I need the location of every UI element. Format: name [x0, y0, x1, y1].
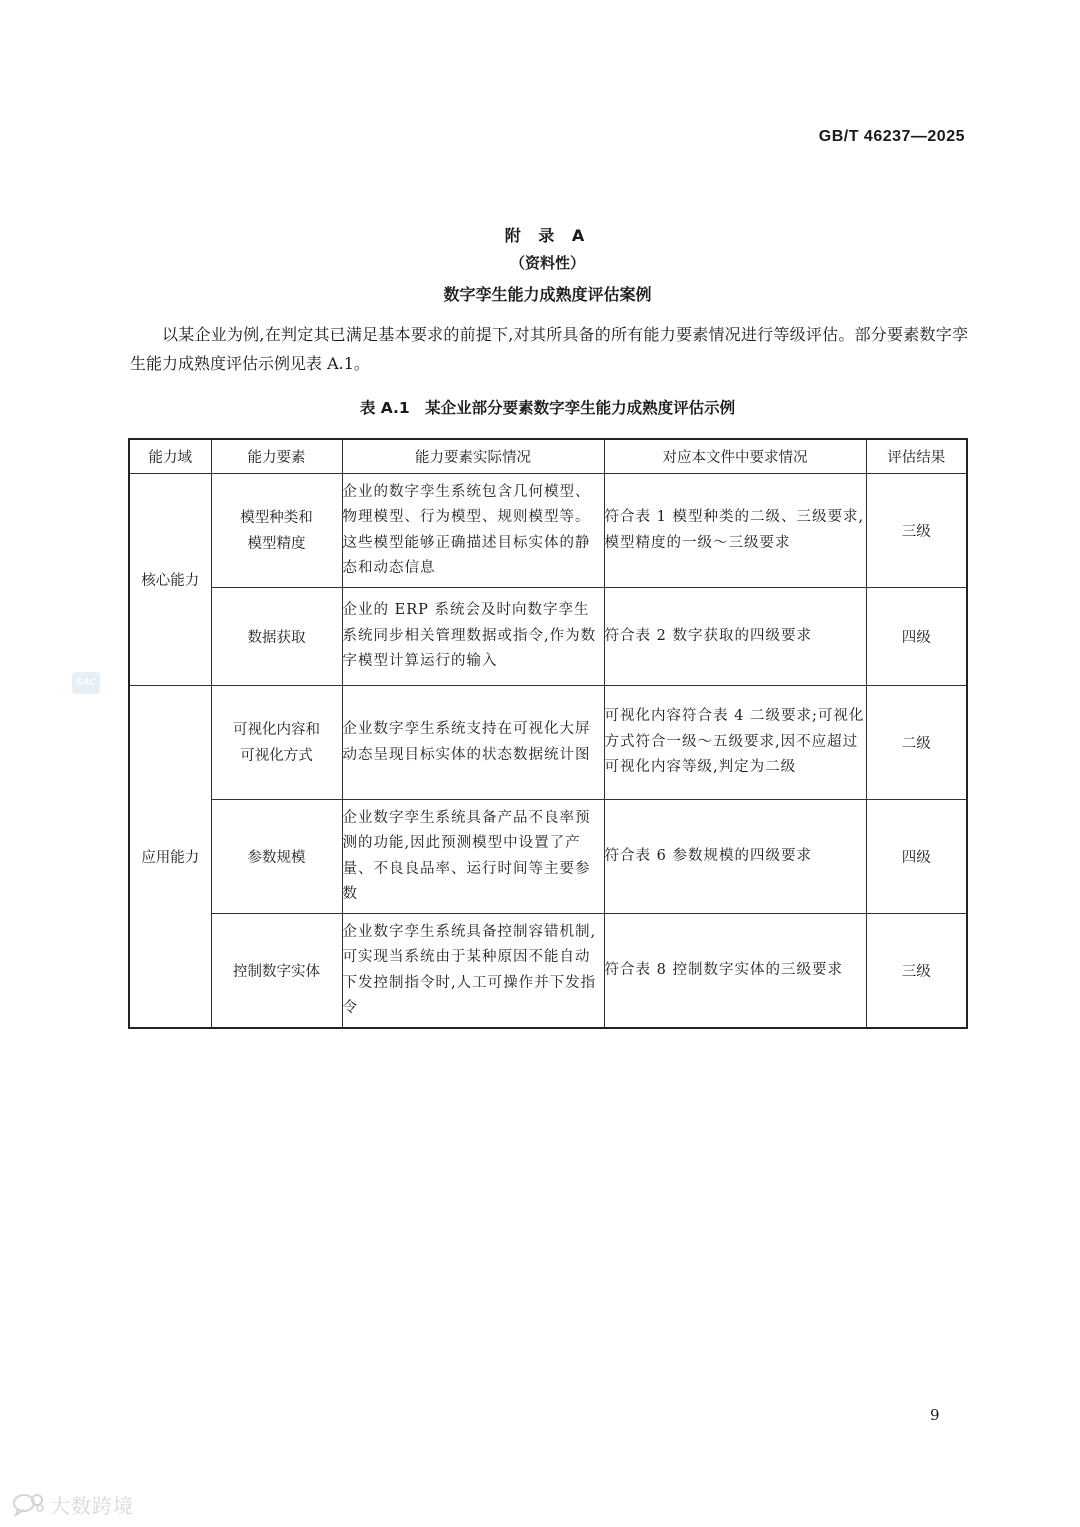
header-requirement: 对应本文件中要求情况 [604, 439, 866, 474]
actual-cell: 企业数字孪生系统支持在可视化大屏动态呈现目标实体的状态数据统计图 [342, 686, 604, 800]
annex-title: 附 录 A [504, 226, 591, 245]
result-cell: 三级 [866, 474, 967, 588]
table-row [129, 800, 967, 914]
intro-paragraph: 以某企业为例,在判定其已满足基本要求的前提下,对其所具备的所有能力要素情况进行等级评估。部分要素数字孪生能力成熟度评估示例见表 A.1。 [130, 325, 968, 373]
header-result: 评估结果 [866, 439, 967, 474]
element-cell: 参数规模 [211, 800, 342, 914]
watermark [12, 1490, 134, 1519]
table-header-row [129, 439, 967, 474]
element-cell: 控制数字实体 [211, 914, 342, 1029]
table-row [129, 914, 967, 1029]
table-row [129, 686, 967, 800]
actual-cell: 企业的 ERP 系统会及时向数字孪生系统同步相关管理数据或指令,作为数字模型计算运行的输入 [342, 588, 604, 686]
annex-type: （资料性） [509, 254, 585, 272]
result-cell: 四级 [866, 800, 967, 914]
requirement-cell: 符合表 6 参数规模的四级要求 [604, 800, 866, 914]
header-element: 能力要素 [211, 439, 342, 474]
actual-cell: 企业数字孪生系统具备控制容错机制,可实现当系统由于某种原因不能自动下发控制指令时,人工可操作并下发指令 [342, 914, 604, 1029]
element-cell: 可视化内容和 可视化方式 [211, 686, 342, 800]
domain-cell: 核心能力 [129, 474, 211, 686]
page-number: 9 [930, 1406, 940, 1424]
table-caption: 表 A.1 某企业部分要素数字孪生能力成熟度评估示例 [359, 399, 736, 417]
watermark-text: 大数跨境 [50, 1494, 134, 1518]
result-cell: 三级 [866, 914, 967, 1029]
assessment-table [128, 438, 968, 1029]
chat-bubble-icon [12, 1492, 46, 1518]
requirement-cell: 符合表 8 控制数字实体的三级要求 [604, 914, 866, 1029]
requirement-cell: 可视化内容符合表 4 二级要求;可视化方式符合一级～五级要求,因不应超过可视化内容等级,判定为二级 [604, 686, 866, 800]
actual-cell: 企业数字孪生系统具备产品不良率预测的功能,因此预测模型中设置了产量、不良良品率、运行时间等主要参数 [342, 800, 604, 914]
requirement-cell: 符合表 2 数字获取的四级要求 [604, 588, 866, 686]
element-cell: 模型种类和 模型精度 [211, 474, 342, 588]
element-cell: 数据获取 [211, 588, 342, 686]
sac-seal-icon: SAC [72, 672, 100, 694]
domain-cell: 应用能力 [129, 686, 211, 1029]
table-row [129, 588, 967, 686]
table-row [129, 474, 967, 588]
requirement-cell: 符合表 1 模型种类的二级、三级要求,模型精度的一级～三级要求 [604, 474, 866, 588]
result-cell: 四级 [866, 588, 967, 686]
actual-cell: 企业的数字孪生系统包含几何模型、物理模型、行为模型、规则模型等。这些模型能够正确描述目标实体的静态和动态信息 [342, 474, 604, 588]
header-domain: 能力域 [129, 439, 211, 474]
header-actual: 能力要素实际情况 [342, 439, 604, 474]
annex-name: 数字孪生能力成熟度评估案例 [443, 285, 652, 304]
result-cell: 二级 [866, 686, 967, 800]
standard-number: GB/T 46237—2025 [818, 128, 965, 145]
